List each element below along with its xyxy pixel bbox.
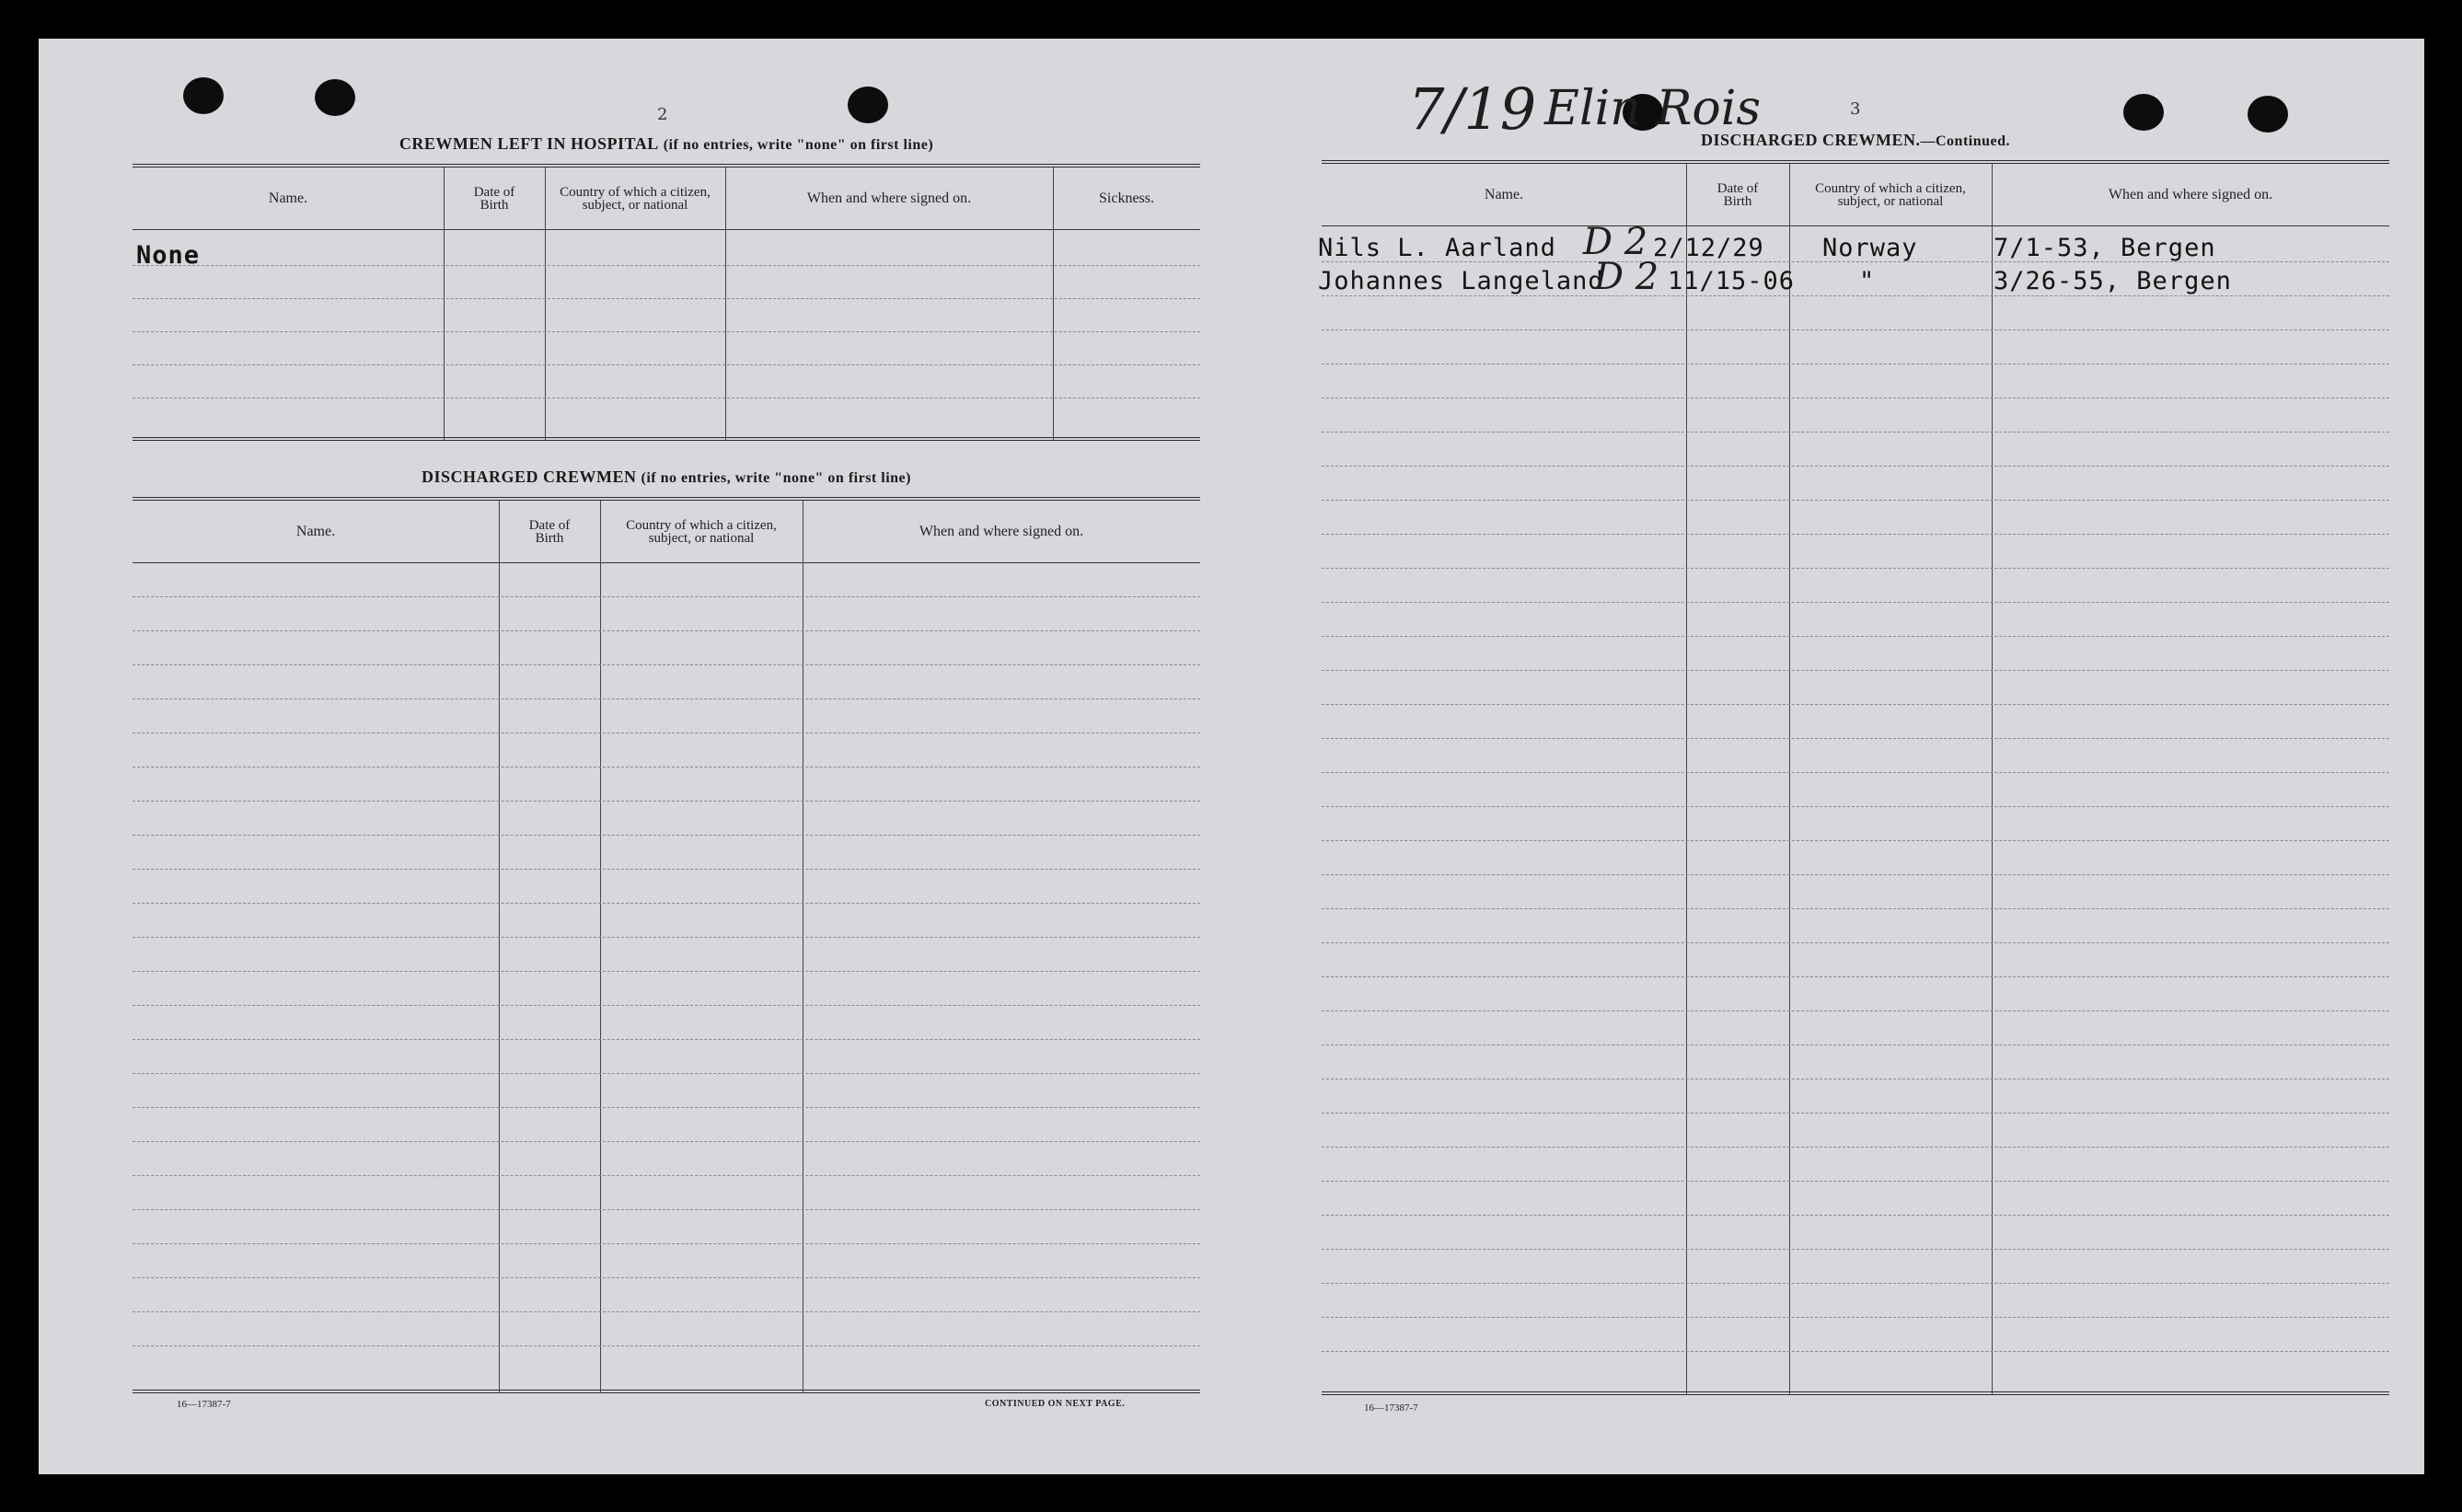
crew-name: Nils L. Aarland	[1318, 234, 1556, 262]
table-row	[1322, 772, 2389, 773]
crew-country: Norway	[1822, 234, 1918, 262]
crew-signed-on: 3/26-55, Bergen	[1994, 267, 2232, 295]
table-row	[1322, 806, 2389, 807]
discharged-table	[133, 497, 1200, 1393]
column-header-signed-on: When and where signed on.	[806, 190, 972, 206]
table-row	[133, 1073, 1200, 1074]
crew-dob: 11/15-06	[1668, 267, 1796, 295]
column-header-dob: Date of Birth	[1716, 180, 1759, 209]
table-row	[1322, 295, 2389, 296]
column-header-name: Name.	[268, 190, 308, 206]
handwritten-date: 7/19	[1408, 75, 1537, 143]
hospital-note: (if no entries, write "none" on first line)	[663, 137, 934, 153]
table-row	[133, 1277, 1200, 1278]
table-row	[133, 1209, 1200, 1210]
table-row	[133, 971, 1200, 972]
table-row	[1322, 1147, 2389, 1148]
table-row	[133, 801, 1200, 802]
table-row	[1322, 636, 2389, 637]
table-row	[133, 903, 1200, 904]
discharged-continued-caps: DISCHARGED CREWMEN.	[1700, 131, 1921, 149]
table-row	[1322, 976, 2389, 977]
right-page	[1318, 39, 2389, 1474]
table-row	[133, 869, 1200, 870]
table-row	[133, 1141, 1200, 1142]
table-row	[1322, 1181, 2389, 1182]
table-row	[133, 1175, 1200, 1176]
table-row	[1322, 942, 2389, 943]
table-row	[133, 630, 1200, 631]
table-row	[1322, 738, 2389, 739]
column-divider	[1053, 167, 1054, 441]
table-row	[133, 767, 1200, 768]
hospital-section-title	[133, 134, 1200, 154]
table-row	[133, 937, 1200, 938]
column-divider	[1992, 164, 1993, 1395]
discharged-continued-table	[1318, 160, 2389, 1395]
column-header-name: Name.	[1484, 187, 1524, 202]
column-header-sickness: Sickness.	[1099, 190, 1154, 206]
column-header-dob: Date of Birth	[473, 184, 515, 213]
column-divider	[1686, 164, 1687, 1395]
table-row	[1322, 1351, 2389, 1352]
table-row	[133, 1005, 1200, 1006]
hospital-table-header	[133, 167, 1200, 230]
form-number: 16—17387-7	[177, 1399, 231, 1410]
table-row	[1322, 1283, 2389, 1284]
column-divider	[545, 167, 546, 441]
table-row	[133, 1311, 1200, 1312]
table-row	[1322, 704, 2389, 705]
column-header-country: Country of which a citizen, subject, or national	[560, 184, 711, 213]
table-row	[1322, 908, 2389, 909]
discharged-table-header	[133, 501, 1200, 563]
table-row	[1322, 500, 2389, 501]
table-row	[1322, 1215, 2389, 1216]
table-row	[133, 1345, 1200, 1346]
table-row	[133, 698, 1200, 699]
column-divider	[1789, 164, 1790, 1395]
handwritten-mark: D 2	[1594, 256, 1659, 298]
table-row	[1322, 670, 2389, 671]
table-row	[133, 298, 1200, 299]
discharged-title: DISCHARGED CREWMEN	[422, 467, 637, 486]
column-divider	[499, 501, 500, 1393]
handwritten-signature: Elin Rois	[1544, 81, 1762, 136]
table-row	[133, 1107, 1200, 1108]
table-row	[1322, 602, 2389, 603]
table-row	[133, 331, 1200, 332]
table-row	[133, 1243, 1200, 1244]
column-header-signed-on: When and where signed on.	[2108, 187, 2273, 202]
continued-note: CONTINUED ON NEXT PAGE.	[985, 1399, 1126, 1409]
table-row	[133, 265, 1200, 266]
column-header-country: Country of which a citizen, subject, or national	[626, 517, 777, 546]
column-divider	[600, 501, 601, 1393]
table-row	[1322, 1113, 2389, 1114]
table-row	[1322, 1249, 2389, 1250]
table-row	[1322, 329, 2389, 330]
column-header-country: Country of which a citizen, subject, or national	[1815, 180, 1966, 209]
discharged-continued-header	[1322, 164, 2389, 226]
table-row	[1322, 840, 2389, 841]
column-header-signed-on: When and where signed on.	[919, 524, 1084, 539]
crew-dob: 2/12/29	[1653, 234, 1764, 262]
column-divider	[444, 167, 445, 441]
hospital-table	[133, 164, 1200, 441]
document-sheet	[39, 39, 2424, 1474]
column-header-name: Name.	[295, 524, 336, 539]
table-row	[1322, 874, 2389, 875]
column-divider	[725, 167, 726, 441]
column-header-dob: Date of Birth	[528, 517, 571, 546]
table-row	[133, 1039, 1200, 1040]
crew-country: "	[1859, 267, 1876, 295]
table-row	[1322, 466, 2389, 467]
form-number: 16—17387-7	[1364, 1402, 1418, 1414]
table-row	[1322, 568, 2389, 569]
crew-signed-on: 7/1-53, Bergen	[1994, 234, 2216, 262]
page-number: 3	[1850, 99, 1861, 119]
discharged-continued-rest: —Continued.	[1920, 133, 2011, 149]
table-row	[1322, 1010, 2389, 1011]
hospital-title: CREWMEN LEFT IN HOSPITAL	[399, 134, 659, 153]
crew-name: Johannes Langeland	[1318, 267, 1604, 295]
table-row	[133, 596, 1200, 597]
table-row	[1322, 1317, 2389, 1318]
hospital-first-entry: None	[136, 241, 201, 270]
table-row	[133, 664, 1200, 665]
table-row	[133, 835, 1200, 836]
discharged-note: (if no entries, write "none" on first line)	[641, 470, 911, 486]
page-number: 2	[657, 105, 668, 124]
handwritten-mark: D 2	[1583, 221, 1648, 263]
table-row	[1322, 432, 2389, 433]
table-row	[1322, 534, 2389, 535]
left-page	[133, 39, 1200, 1474]
table-row	[133, 364, 1200, 365]
discharged-section-title	[133, 467, 1200, 487]
